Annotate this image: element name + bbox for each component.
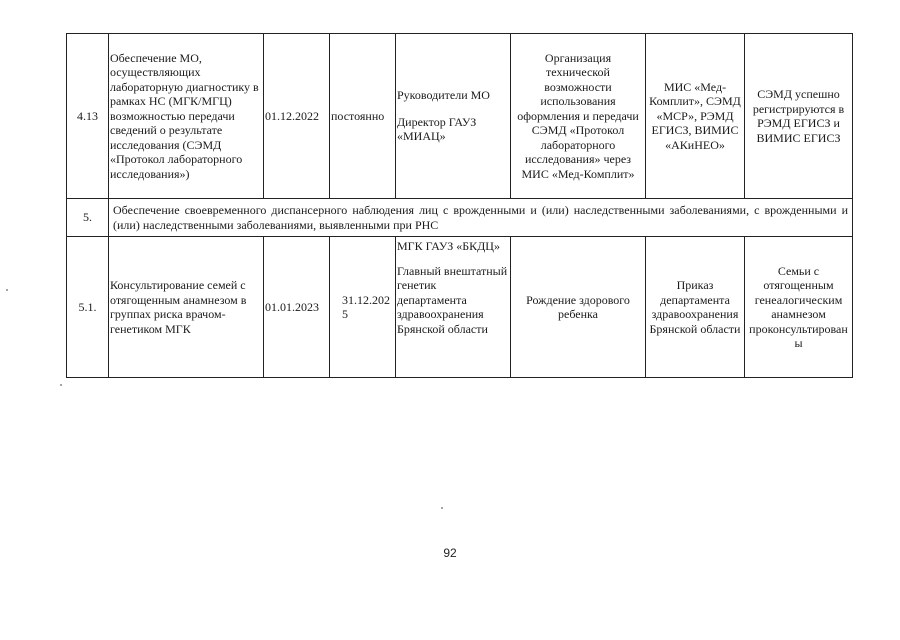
section-heading-cell bbox=[109, 199, 853, 237]
responsible-cell bbox=[396, 34, 511, 199]
result-cell bbox=[511, 34, 646, 199]
responsible-secondary: Директор ГАУЗ «МИАЦ» bbox=[397, 114, 477, 144]
start-date: 01.01.2023 bbox=[265, 299, 319, 314]
document-cell bbox=[646, 237, 745, 378]
document-text: Приказ департамента здравоохранения Брянской области bbox=[649, 278, 741, 336]
result-text: Рождение здорового ребенка bbox=[526, 292, 630, 321]
row-number: 5. bbox=[83, 210, 92, 225]
end-date: постоянно bbox=[331, 108, 385, 123]
row-number-cell bbox=[67, 237, 109, 378]
indicator-text: Семьи с отягощенным генеалогическим анамнезом проконсультированы bbox=[749, 263, 848, 350]
row-number: 4.13 bbox=[77, 108, 98, 123]
indicator-cell bbox=[745, 237, 853, 378]
scan-speck bbox=[60, 384, 62, 386]
scan-speck bbox=[6, 289, 8, 291]
end-date: 31.12.2025 bbox=[342, 292, 390, 321]
indicator-text: СЭМД успешно регистрируются в РЭМД ЕГИСЗ и ВИМИС ЕГИСЗ bbox=[752, 87, 845, 145]
row-number-cell bbox=[67, 34, 109, 199]
document-cell bbox=[646, 34, 745, 199]
activity-text: Консультирование семей с отягощенным анамнезом в группах риска врачом-генетиком МГК bbox=[110, 278, 247, 336]
responsible-secondary: Главный внештатный генетик департамента здравоохранения Брянской области bbox=[397, 263, 508, 336]
start-date-cell bbox=[264, 34, 330, 199]
activity-table bbox=[66, 33, 853, 378]
end-date-cell bbox=[330, 34, 396, 199]
document-text: МИС «Мед-Комплит», СЭМД «МСР», РЭМД ЕГИСЗ, ВИМИС «АКиНЕО» bbox=[649, 79, 741, 152]
responsible-primary: Руководители МО bbox=[397, 88, 490, 103]
scan-speck bbox=[441, 507, 443, 509]
result-text: Организация технической возможности использования оформления и передачи СЭМД «Протокол лабораторного исследования» через МИС «Мед-Комплит» bbox=[517, 50, 639, 181]
activity-cell bbox=[109, 237, 264, 378]
table-row bbox=[67, 199, 853, 237]
row-number-cell bbox=[67, 199, 109, 237]
section-heading: Обеспечение своевременного диспансерного наблюдения лиц с врожденными и (или) наследственными заболеваниями, с врожденными и (или) наследственными заболеваниями, выявленными при РНС bbox=[113, 203, 848, 232]
table-row bbox=[67, 237, 853, 378]
responsible-cell bbox=[396, 237, 511, 378]
indicator-cell bbox=[745, 34, 853, 199]
activity-text: Обеспечение МО, осуществляющих лабораторную диагностику в рамках НС (МГК/МГЦ) возможностью передачи сведений о результате исследования (СЭМД «Протокол лабораторного исследования») bbox=[110, 50, 259, 181]
page-number: 92 bbox=[443, 546, 457, 560]
table-row bbox=[67, 34, 853, 199]
end-date-cell bbox=[330, 237, 396, 378]
start-date-cell bbox=[264, 237, 330, 378]
row-number: 5.1. bbox=[78, 299, 97, 314]
result-cell bbox=[511, 237, 646, 378]
activity-cell bbox=[109, 34, 264, 199]
responsible-primary: МГК ГАУЗ «БКДЦ» bbox=[397, 239, 500, 253]
start-date: 01.12.2022 bbox=[265, 108, 319, 123]
